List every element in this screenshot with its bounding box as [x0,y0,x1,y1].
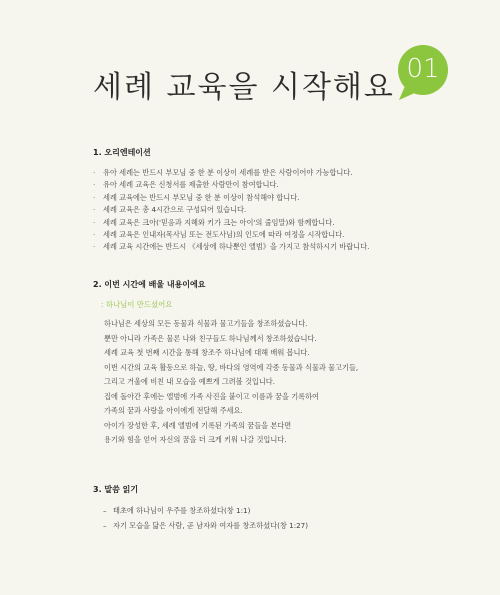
section-heading: 2. 이번 시간에 배울 내용이에요 [93,280,206,289]
badge-number: 01 [406,54,440,84]
lesson-paragraph [93,317,473,448]
list-item: – 태초에 하나님이 우주를 창조하셨다(창 1:1) [103,504,473,519]
section-orientation [93,147,473,254]
list-item: · 세례 교육은 총 4시간으로 구성되어 있습니다. [93,204,473,216]
list-item: · 세례 교육 시간에는 반드시 《세상에 하나뿐인 앨범》을 가지고 참석하시기 바랍니다. [93,241,473,253]
section-scripture [93,484,473,533]
paragraph-line: 하나님은 세상의 모든 동물과 식물과 물고기들을 창조하셨습니다. [104,319,308,328]
paragraph-line: 이번 시간의 교육 활동으로 하늘, 땅, 바다의 영역에 각종 동물과 식물과 물고기들, [104,362,359,372]
paragraph-line: 뿐만 아니라 가족은 물론 나와 친구들도 하나님께서 창조하셨습니다. [104,333,317,343]
paragraph-line: 집에 돌아간 후에는 앨범에 가족 사진을 붙이고 이름과 꿈을 기록하여 [104,391,319,401]
paragraph-line: 그리고 거울에 비친 내 모습을 예쁘게 그려볼 것입니다. [104,377,276,386]
list-item: · 세례 교육은 크아('믿음과 지혜와 키가 크는 아이'의 줄임말)와 함께합니다. [93,217,473,229]
section-subtitle: : 하나님이 만드셨어요 [101,300,173,309]
chapter-badge [397,44,457,108]
paragraph-line: 용기와 힘을 얻어 자신의 꿈을 더 크게 키워 나갈 것입니다. [104,435,287,444]
list-item: · 유아 세례는 반드시 부모님 중 한 분 이상이 세례를 받은 사람이어야 가능합니다. [93,167,473,179]
scripture-list [93,504,473,533]
orientation-list [93,167,473,254]
page-title: 세례 교육을 시작해요 [93,70,395,105]
paragraph-line: 아이가 장성한 후, 세례 앨범에 기록된 가족의 꿈들을 본다면 [104,420,292,430]
paragraph-line: 가족의 꿈과 사랑을 아이에게 전달해 주세요. [104,406,243,415]
list-item: · 세례 교육은 인내자(목사님 또는 전도사님)의 인도에 따라 여정을 시작합니다. [93,229,473,241]
section-lesson [93,279,473,448]
list-item: · 세례 교육에는 반드시 부모님 중 한 분 이상이 참석해야 합니다. [93,192,473,204]
section-heading: 3. 말씀 읽기 [93,485,139,494]
section-heading: 1. 오리엔테이션 [93,148,151,157]
paragraph-line: 세례 교육 첫 번째 시간을 통해 창조주 하나님에 대해 배워 봅니다. [104,348,310,357]
list-item: · 유아 세례 교육은 신청서를 제출한 사람만이 참여합니다. [93,179,473,191]
list-item: – 자기 모습을 닮은 사람, 곧 남자와 여자를 창조하셨다(창 1:27) [103,519,473,534]
